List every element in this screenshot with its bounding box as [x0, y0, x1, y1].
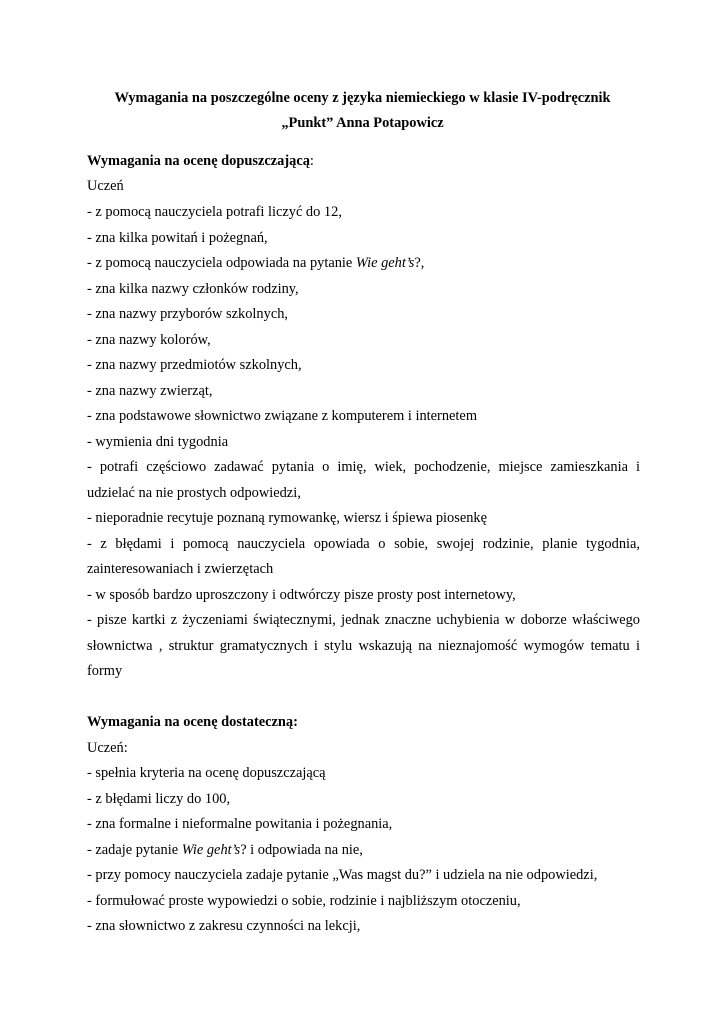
list-item: - potrafi częściowo zadawać pytania o imię, wiek, pochodzenie, miejsce zamieszkania i: [87, 459, 640, 475]
list-item: [87, 841, 640, 859]
list-item: - z błędami liczy do 100,: [87, 791, 231, 807]
list-item-italic-phrase: Wie geht’s: [181, 842, 241, 858]
list-item: - zna nazwy przyborów szkolnych,: [87, 306, 288, 322]
section-1-heading: [87, 152, 640, 170]
list-item: - zna formalne i nieformalne powitania i pożegnania,: [87, 816, 393, 832]
list-item: - zna podstawowe słownictwo związane z komputerem i internetem: [87, 408, 478, 424]
list-item: - z pomocą nauczyciela potrafi liczyć do 12,: [87, 204, 342, 220]
section-2-heading: Wymagania na ocenę dostateczną:: [87, 714, 298, 730]
list-item: - zna nazwy zwierząt,: [87, 383, 213, 399]
list-item: - spełnia kryteria na ocenę dopuszczającą: [87, 765, 326, 781]
document-title-line-1: Wymagania na poszczególne oceny z języka niemieckiego w klasie IV-podręcznik: [114, 90, 611, 106]
section-2-subject: Uczeń:: [87, 740, 128, 756]
list-item: - formułować proste wypowiedzi o sobie, rodzinie i najbliższym otoczeniu,: [87, 893, 521, 909]
list-item-italic-phrase: Wie geht’s: [355, 255, 415, 271]
list-item: - pisze kartki z życzeniami świątecznymi, jednak znaczne uchybienia w doborze właściwego: [87, 612, 640, 628]
list-item-text: - z pomocą nauczyciela odpowiada na pytanie: [87, 255, 356, 271]
list-item-continued: udzielać na nie prostych odpowiedzi,: [87, 485, 301, 501]
list-item: - zna słownictwo z zakresu czynności na lekcji,: [87, 918, 361, 934]
list-item: - zna nazwy przedmiotów szkolnych,: [87, 357, 302, 373]
list-item: - wymienia dni tygodnia: [87, 434, 229, 450]
list-item-continued: słownictwa , struktur gramatycznych i stylu wskazują na nieznajomość wymogów tematu i: [87, 638, 640, 654]
list-item: [87, 254, 640, 272]
list-item-continued: zainteresowaniach i zwierzętach: [87, 561, 274, 577]
list-item-text-end: ? i odpowiada na nie,: [240, 842, 363, 858]
list-item-continued: formy: [87, 663, 123, 679]
list-item: - nieporadnie recytuje poznaną rymowankę, wiersz i śpiewa piosenkę: [87, 510, 487, 526]
list-item: - zna nazwy kolorów,: [87, 332, 211, 348]
section-1-heading-text: Wymagania na ocenę dopuszczającą: [87, 153, 310, 169]
section-1-subject: Uczeń: [87, 178, 124, 194]
list-item-text: - zadaje pytanie: [87, 842, 182, 858]
list-item: - przy pomocy nauczyciela zadaje pytanie „Was magst du?” i udziela na nie odpowiedzi,: [87, 867, 598, 883]
list-item: - z błędami i pomocą nauczyciela opowiada o sobie, swojej rodzinie, planie tygodnia,: [87, 536, 640, 552]
section-1-heading-colon: :: [309, 153, 314, 169]
list-item: - zna kilka powitań i pożegnań,: [87, 230, 268, 246]
list-item-text-end: ?,: [414, 255, 425, 271]
document-title-line-2: „Punkt” Anna Potapowicz: [281, 115, 444, 131]
list-item: - w sposób bardzo uproszczony i odtwórczy pisze prosty post internetowy,: [87, 587, 516, 603]
list-item: - zna kilka nazwy członków rodziny,: [87, 281, 299, 297]
